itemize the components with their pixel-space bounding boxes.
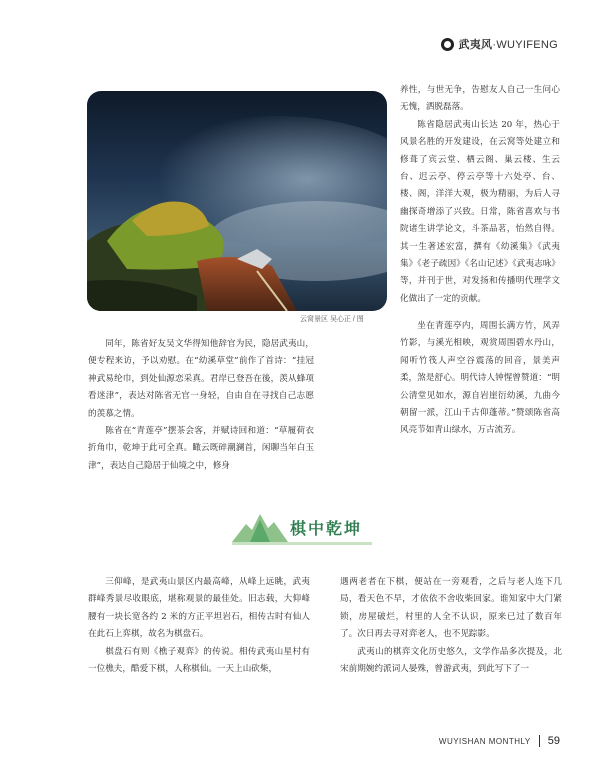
paragraph: 武夷山的棋弈文化历史悠久，文学作品多次提及，北宋前期婉约派词人晏殊，曾游武夷，到此写下了一 bbox=[340, 646, 562, 675]
paragraph: 陈省在“青莲亭”摆茶会客，并赋诗回和道：“草履荷衣折角巾，乾坤于此可全真。瞰云既碎潮澜首，闲聊当年白玉津”，表达自己隐居于仙境之中，修身 bbox=[88, 426, 314, 471]
paragraph: 三仰峰，是武夷山景区内最高峰，从峰上远眺，武夷群峰秀景尽收眼底，堪称观景的最佳处。旧志载，大仰峰腰有一块长宽各约 2 米的方正平坦岩石，相传古时有仙人在此石上弈棋，故名为棋盘石。 bbox=[88, 577, 310, 640]
paragraph: 陈省隐居武夷山长达 20 年，热心于风景名胜的开发建设，在云窝等处建立和修葺了宾云堂、栖云阁、巢云楼、生云台、迟云亭、停云亭等十六处亭、台、楼、阁，洋洋大观，极为精丽，为后人寻幽探奇增添了兴致。日常，陈省喜欢与书院诸生讲学论文，斗茶品茗，怡然自得。其一生著述宏富，撰有《幼溪集》《武夷集》《老子疏因》《名山记述》《武夷志咏》等，并刊于世，对发扬和传播明代理学文化做出了一定的贡献。 bbox=[400, 119, 560, 304]
paragraph: 遇两老者在下棋，便站在一旁观看，之后与老人连下几局，看天色不早，才依依不舍收柴回家。谁知家中大门紧锁，房屋破烂，村里的人全不认识，原来已过了数百年了。次日再去寻对弈老人，也不见踪影。 bbox=[340, 577, 562, 640]
paragraph: 棋盘石有则《樵子观弈》的传说。相传武夷山星村有一位樵夫，酷爱下棋，人称棋仙。一天上山砍柴， bbox=[88, 646, 310, 675]
mountain-icon bbox=[232, 512, 288, 544]
section-underline bbox=[232, 542, 372, 545]
page-number: 59 bbox=[547, 735, 560, 747]
masthead bbox=[441, 36, 558, 52]
text-column-upper-right bbox=[400, 82, 560, 308]
page-footer bbox=[439, 735, 560, 747]
section-title: 棋中乾坤 bbox=[290, 519, 363, 538]
footer-divider bbox=[539, 735, 540, 747]
brand-logo-icon bbox=[441, 38, 454, 51]
paragraph: 同年，陈省好友吴文华得知他辞官为民，隐居武夷山，便专程来访，予以劝慰。在“幼溪草堂”前作了首诗：“挂冠神武易纶巾，到处仙源恋采真。君岸已登吾在後，羡从蜂项看迷津”，表达对陈省无官一身轻，自由自在寻找自己志愿的羡慕之情。 bbox=[88, 339, 314, 419]
paragraph: 坐在青莲亭内，周围长满方竹，风弄竹影，与溪光相映，观赏周围碧水丹山，闻听竹筏人声空谷震荡的回音，景美声柔，煞是舒心。明代诗人钟惺曾赞道：“明公清堂见如水，源自岩崖衍幼溪，九曲今朝留一派，江山千古仰蓬蒂。”赞颂陈省高风亮节如青山绿水，万古流芳。 bbox=[400, 321, 560, 436]
paragraph: 养性，与世无争，告慰友人自己一生问心无愧，洒脱磊落。 bbox=[400, 85, 560, 113]
mountain-landscape-image bbox=[87, 91, 387, 311]
text-column-left bbox=[88, 336, 314, 475]
scenic-photo bbox=[87, 91, 387, 311]
magazine-name: WUYISHAN MONTHLY bbox=[438, 736, 531, 746]
photo-caption: 云窝景区 吴心正 / 图 bbox=[300, 316, 364, 323]
section-heading bbox=[232, 508, 392, 548]
masthead-text: 武夷风·WUYIFENG bbox=[458, 39, 558, 51]
text-column-right bbox=[400, 318, 560, 440]
text-column-bottom-left bbox=[88, 574, 310, 678]
text-column-bottom-right bbox=[340, 574, 562, 678]
